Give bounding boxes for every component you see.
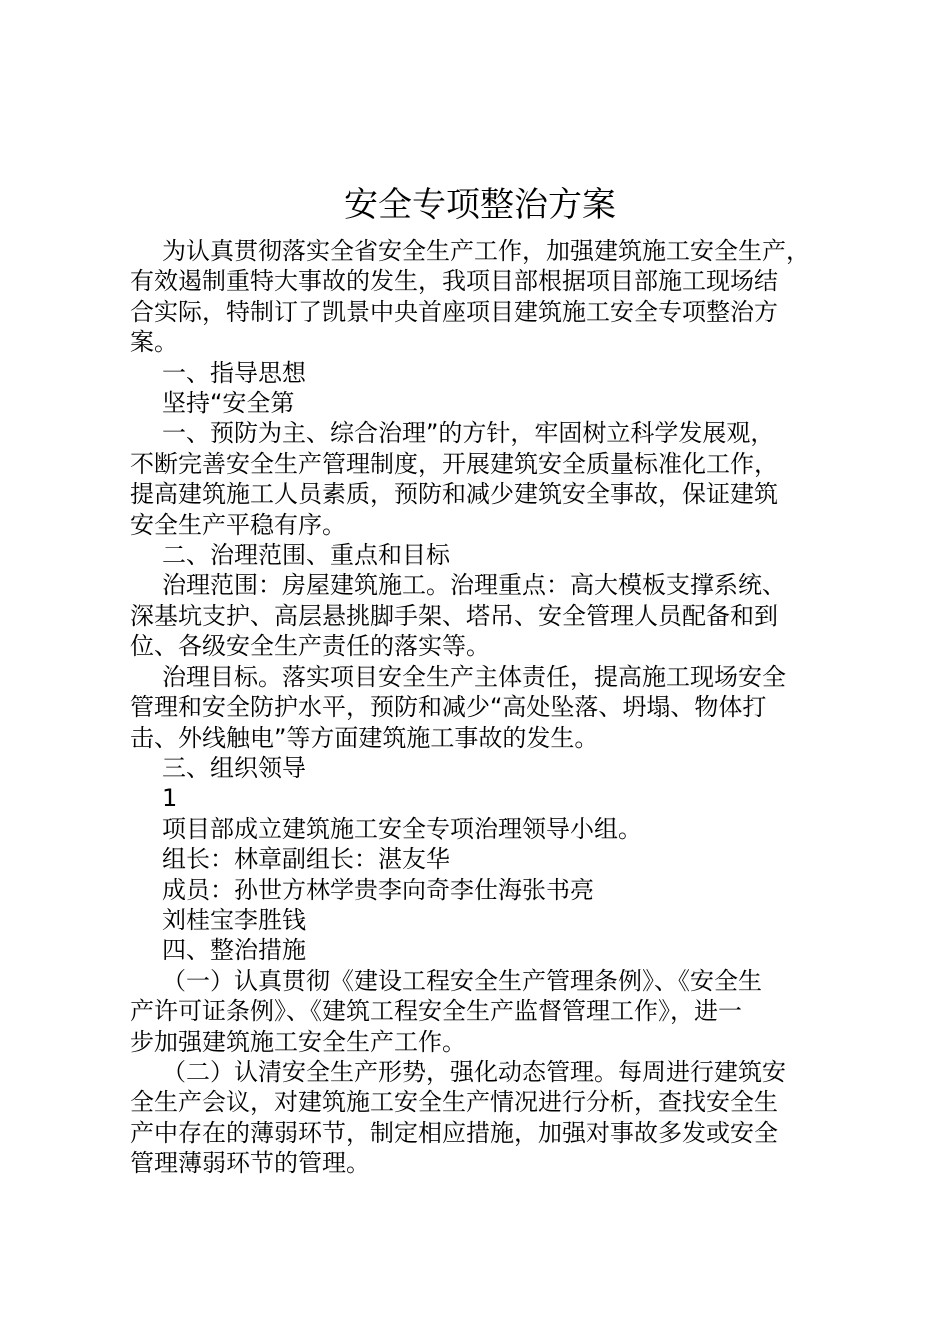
paragraph-line: 提高建筑施工人员素质，预防和减少建筑安全事故，保证建筑 (130, 480, 778, 509)
paragraph (130, 753, 830, 783)
paragraph-line: 成员：孙世方林学贵李向奇李仕海张书亮 (162, 875, 594, 904)
paragraph-line: 全生产会议，对建筑施工安全生产情况进行分析，查找安全生 (130, 1088, 778, 1117)
paragraph (130, 814, 830, 844)
paragraph-line: 击、外线触电”等方面建筑施工事故的发生。 (130, 723, 599, 752)
paragraph (130, 783, 830, 813)
paragraph-line: 二、治理范围、重点和目标 (162, 541, 450, 570)
paragraph-line: （二）认清安全生产形势，强化动态管理。每周进行建筑安 (162, 1057, 786, 1086)
document-body (130, 236, 830, 1179)
paragraph-line: （一）认真贯彻《建设工程安全生产管理条例》、《安全生 (162, 966, 762, 995)
paragraph-line: 组长：林章副组长：湛友华 (162, 845, 450, 874)
paragraph-line: 坚持“安全第 (162, 389, 295, 418)
paragraph-line: 治理目标。落实项目安全生产主体责任，提高施工现场安全 (162, 662, 786, 691)
paragraph-line: 产许可证条例》、《建筑工程安全生产监督管理工作》，进一 (130, 997, 742, 1026)
paragraph-line: 不断完善安全生产管理制度，开展建筑安全质量标准化工作， (130, 449, 778, 478)
paragraph (130, 418, 830, 540)
paragraph-line: 三、组织领导 (162, 753, 306, 782)
paragraph-line: 合实际，特制订了凯景中央首座项目建筑施工安全专项整治方 (130, 297, 778, 326)
paragraph (130, 935, 830, 965)
paragraph-line: 刘桂宝李胜钱 (162, 905, 306, 934)
paragraph (130, 905, 830, 935)
paragraph-line: 四、整治措施 (162, 936, 306, 965)
document-page (130, 178, 830, 1179)
paragraph (130, 844, 830, 874)
paragraph (130, 388, 830, 418)
paragraph-line: 有效遏制重特大事故的发生，我项目部根据项目部施工现场结 (130, 267, 778, 296)
paragraph-line: 位、各级安全生产责任的落实等。 (130, 632, 490, 661)
paragraph-line: 项目部成立建筑施工安全专项治理领导小组。 (162, 814, 642, 843)
paragraph (130, 236, 830, 358)
paragraph-line: 案。 (130, 328, 178, 357)
paragraph (130, 1057, 830, 1179)
paragraph (130, 966, 830, 1057)
paragraph (130, 570, 830, 661)
paragraph-line: 治理范围：房屋建筑施工。治理重点：高大模板支撑系统、 (162, 571, 786, 600)
paragraph (130, 540, 830, 570)
paragraph-line: 1 (162, 784, 178, 813)
paragraph-line: 管理和安全防护水平，预防和减少“高处坠落、坍塌、物体打 (130, 693, 767, 722)
paragraph (130, 662, 830, 753)
document-title: 安全专项整治方案 (344, 185, 616, 225)
paragraph-line: 为认真贯彻落实全省安全生产工作，加强建筑施工安全生产， (162, 237, 810, 265)
paragraph-line: 步加强建筑施工安全生产工作。 (130, 1027, 466, 1056)
paragraph-line: 一、指导思想 (162, 358, 306, 387)
paragraph-line: 深基坑支护、高层悬挑脚手架、塔吊、安全管理人员配备和到 (130, 601, 778, 630)
paragraph (130, 358, 830, 388)
paragraph-line: 产中存在的薄弱环节，制定相应措施，加强对事故多发或安全 (130, 1118, 778, 1147)
paragraph (130, 875, 830, 905)
paragraph-line: 安全生产平稳有序。 (130, 510, 346, 539)
paragraph-line: 一、预防为主、综合治理”的方针，牢固树立科学发展观， (162, 419, 775, 448)
paragraph-line: 管理薄弱环节的管理。 (130, 1149, 370, 1178)
